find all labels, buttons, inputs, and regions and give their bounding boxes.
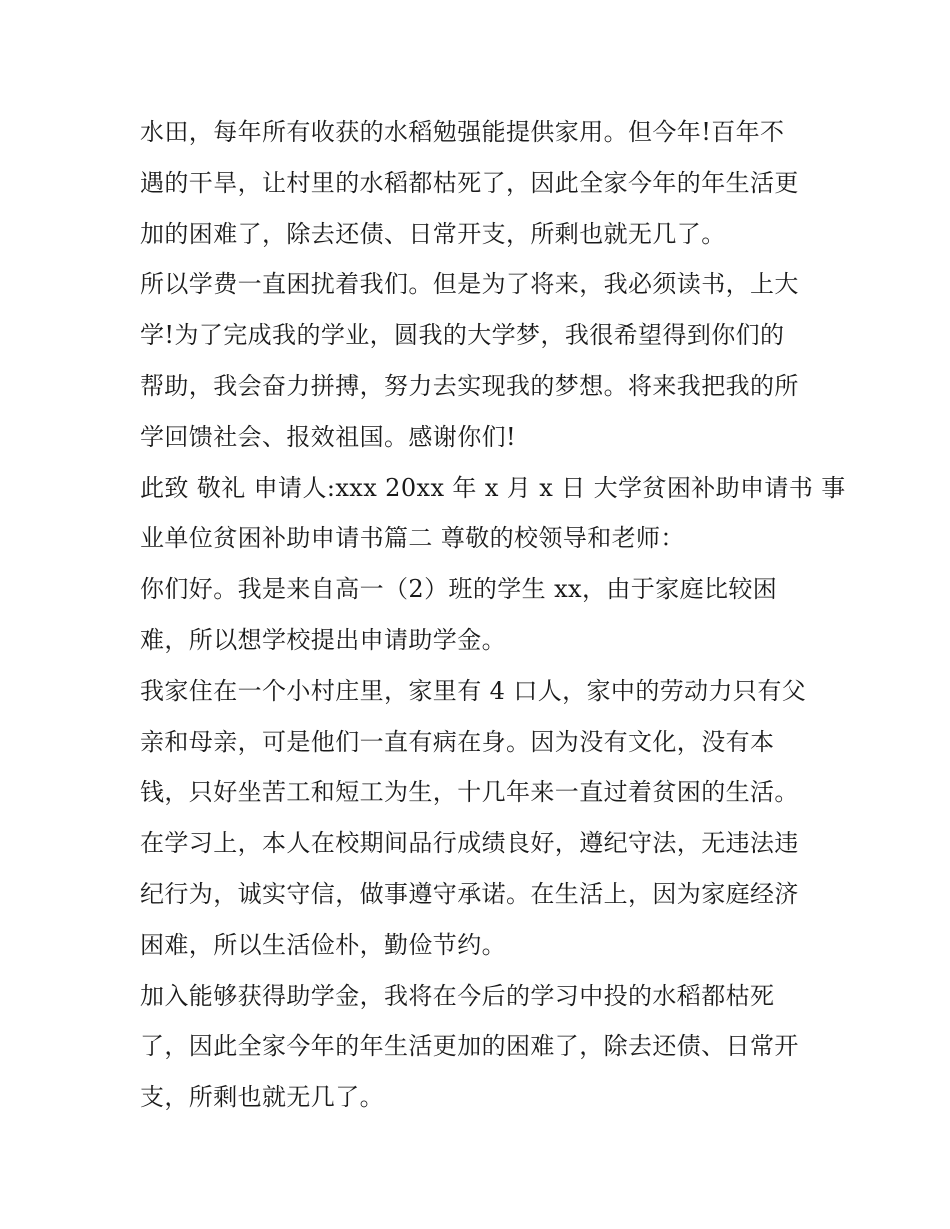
text-line: 加入能够获得助学金，我将在今后的学习中投的水稻都枯死: [140, 981, 775, 1010]
text-line: 学!为了完成我的学业，圆我的大学梦，我很希望得到你们的: [140, 321, 785, 350]
text-line: 帮助，我会奋力拼搏，努力去实现我的梦想。将来我把我的所: [140, 371, 799, 400]
text-line: 水田，每年所有收获的水稻勉强能提供家用。但今年!百年不: [140, 118, 785, 146]
text-line: 我家住在一个小村庄里，家里有 4 口人，家中的劳动力只有父: [140, 676, 807, 705]
text-line: 此致 敬礼 申请人:xxx 20xx 年 x 月 x 日 大学贫困补助申请书 事: [140, 473, 846, 502]
text-line: 亲和母亲，可是他们一直有病在身。因为没有文化，没有本: [140, 727, 775, 756]
text-line: 难，所以想学校提出申请助学金。: [140, 625, 506, 654]
text-line: 支，所剩也就无几了。: [140, 1083, 384, 1112]
text-line: 遇的干旱，让村里的水稻都枯死了，因此全家今年的年生活更: [140, 168, 799, 197]
text-line: 你们好。我是来自高一（2）班的学生 xx，由于家庭比较困: [140, 575, 778, 604]
text-line: 困难，所以生活俭朴，勤俭节约。: [140, 930, 506, 959]
text-line: 学回馈社会、报效祖国。感谢你们!: [140, 422, 517, 451]
text-line: 了，因此全家今年的年生活更加的困难了，除去还债、日常开: [140, 1032, 799, 1061]
text-line: 业单位贫困补助申请书篇二 尊敬的校领导和老师：: [140, 524, 685, 553]
document-body: [140, 107, 846, 1123]
text-line: 纪行为，诚实守信，做事遵守承诺。在生活上，因为家庭经济: [140, 879, 799, 908]
text-line: 在学习上，本人在校期间品行成绩良好，遵纪守法，无违法违: [140, 829, 799, 858]
text-line: 加的困难了，除去还债、日常开支，所剩也就无几了。: [140, 219, 726, 248]
text-line: 所以学费一直困扰着我们。但是为了将来，我必须读书，上大: [140, 270, 799, 299]
text-line: 钱，只好坐苦工和短工为生，十几年来一直过着贫困的生活。: [140, 778, 799, 807]
